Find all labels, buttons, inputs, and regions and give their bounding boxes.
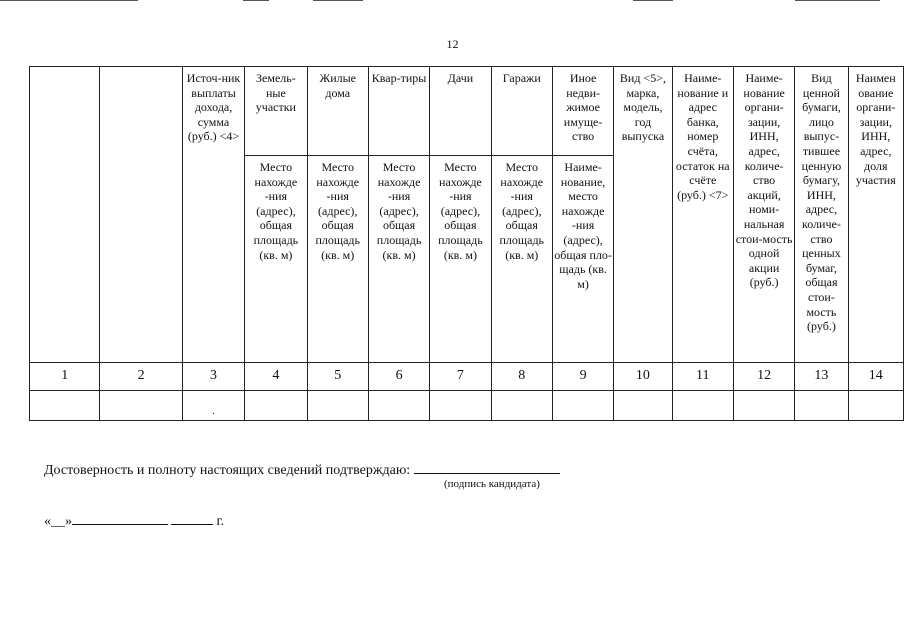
column-number: 10 xyxy=(614,363,672,391)
header-cell-securities: Вид ценной бумаги, лицо выпус-тившее ценную бумагу, ИНН, адрес, количе-ство ценных бумаг, общая стои-мость (руб.) xyxy=(795,67,848,363)
column-number: 13 xyxy=(795,363,848,391)
column-number: 6 xyxy=(368,363,429,391)
header-cell-dachas: Дачи xyxy=(430,67,491,156)
header-cell-income-source: Источ-ник выплаты дохода, сумма (руб.) <4> xyxy=(182,67,244,363)
empty-cell[interactable] xyxy=(430,391,491,421)
certification-line xyxy=(44,459,560,479)
empty-cell[interactable] xyxy=(733,391,794,421)
subheader-cell-dacha-location: Место нахожде -ния (адрес), общая площадь (кв. м) xyxy=(430,156,491,363)
subheader-cell-house-location: Место нахожде -ния (адрес), общая площадь (кв. м) xyxy=(307,156,368,363)
empty-cell[interactable] xyxy=(100,391,182,421)
subheader-cell-garage-location: Место нахожде -ния (адрес), общая площадь (кв. м) xyxy=(491,156,552,363)
scan-artifact-line xyxy=(633,0,673,1)
declaration-table xyxy=(29,66,904,421)
header-cell-other-property: Иное недви-жимое имуще-ство xyxy=(552,67,613,156)
column-number: 4 xyxy=(245,363,307,391)
subheader-cell-other-location: Наиме-нование, место нахожде -ния (адрес), общая пло-щадь (кв. м) xyxy=(552,156,613,363)
empty-cell[interactable] xyxy=(30,391,100,421)
date-day-prefix: «__» xyxy=(44,514,72,529)
header-cell-shares: Наиме-нование органи-зации, ИНН, адрес, количе-ство акций, номи-нальная стои-мость одной акции (руб.) xyxy=(733,67,794,363)
signature-hint: (подпись кандидата) xyxy=(444,478,540,490)
date-year-suffix: г. xyxy=(216,514,225,529)
column-number: 3 xyxy=(182,363,244,391)
empty-cell[interactable] xyxy=(795,391,848,421)
column-number: 12 xyxy=(733,363,794,391)
scan-artifact-line xyxy=(243,0,269,1)
column-number: 7 xyxy=(430,363,491,391)
empty-cell[interactable] xyxy=(182,391,244,421)
empty-cell[interactable] xyxy=(491,391,552,421)
column-number: 2 xyxy=(100,363,182,391)
header-cell-bank: Наиме-нование и адрес банка, номер счёта, остаток на счёте (руб.) <7> xyxy=(672,67,733,363)
scan-artifact-line xyxy=(0,0,138,1)
date-field xyxy=(44,510,224,530)
empty-cell[interactable] xyxy=(672,391,733,421)
column-number: 14 xyxy=(848,363,903,391)
header-cell-vehicle: Вид <5>, марка, модель, год выпуска xyxy=(614,67,672,363)
scan-artifact-line xyxy=(795,0,880,1)
subheader-cell-land-location: Место нахожде -ния (адрес), общая площадь (кв. м) xyxy=(245,156,307,363)
empty-cell[interactable] xyxy=(848,391,903,421)
header-cell-land-plots: Земель-ные участки xyxy=(245,67,307,156)
empty-cell[interactable] xyxy=(307,391,368,421)
column-number: 9 xyxy=(552,363,613,391)
empty-cell[interactable] xyxy=(552,391,613,421)
scan-dot: . xyxy=(212,406,215,417)
header-cell-col-2 xyxy=(100,67,182,363)
header-row-top xyxy=(30,67,904,156)
column-number-row xyxy=(30,363,904,391)
column-number: 5 xyxy=(307,363,368,391)
empty-data-row xyxy=(30,391,904,421)
date-month-field[interactable] xyxy=(72,510,168,525)
scan-artifact-line xyxy=(313,0,363,1)
empty-cell[interactable] xyxy=(245,391,307,421)
empty-cell[interactable] xyxy=(368,391,429,421)
header-cell-participation: Наимен ование органи-зации, ИНН, адрес, доля участия xyxy=(848,67,903,363)
certification-text: Достоверность и полноту настоящих сведений подтверждаю: xyxy=(44,463,411,478)
column-number: 8 xyxy=(491,363,552,391)
header-cell-houses: Жилые дома xyxy=(307,67,368,156)
header-cell-garages: Гаражи xyxy=(491,67,552,156)
header-cell-apartments: Квар-тиры xyxy=(368,67,429,156)
page-number: 12 xyxy=(446,37,459,51)
header-cell-col-1 xyxy=(30,67,100,363)
empty-cell[interactable] xyxy=(614,391,672,421)
subheader-cell-apartment-location: Место нахожде -ния (адрес), общая площадь (кв. м) xyxy=(368,156,429,363)
column-number: 1 xyxy=(30,363,100,391)
date-year-field[interactable] xyxy=(171,510,213,525)
column-number: 11 xyxy=(672,363,733,391)
signature-field[interactable] xyxy=(414,459,560,474)
